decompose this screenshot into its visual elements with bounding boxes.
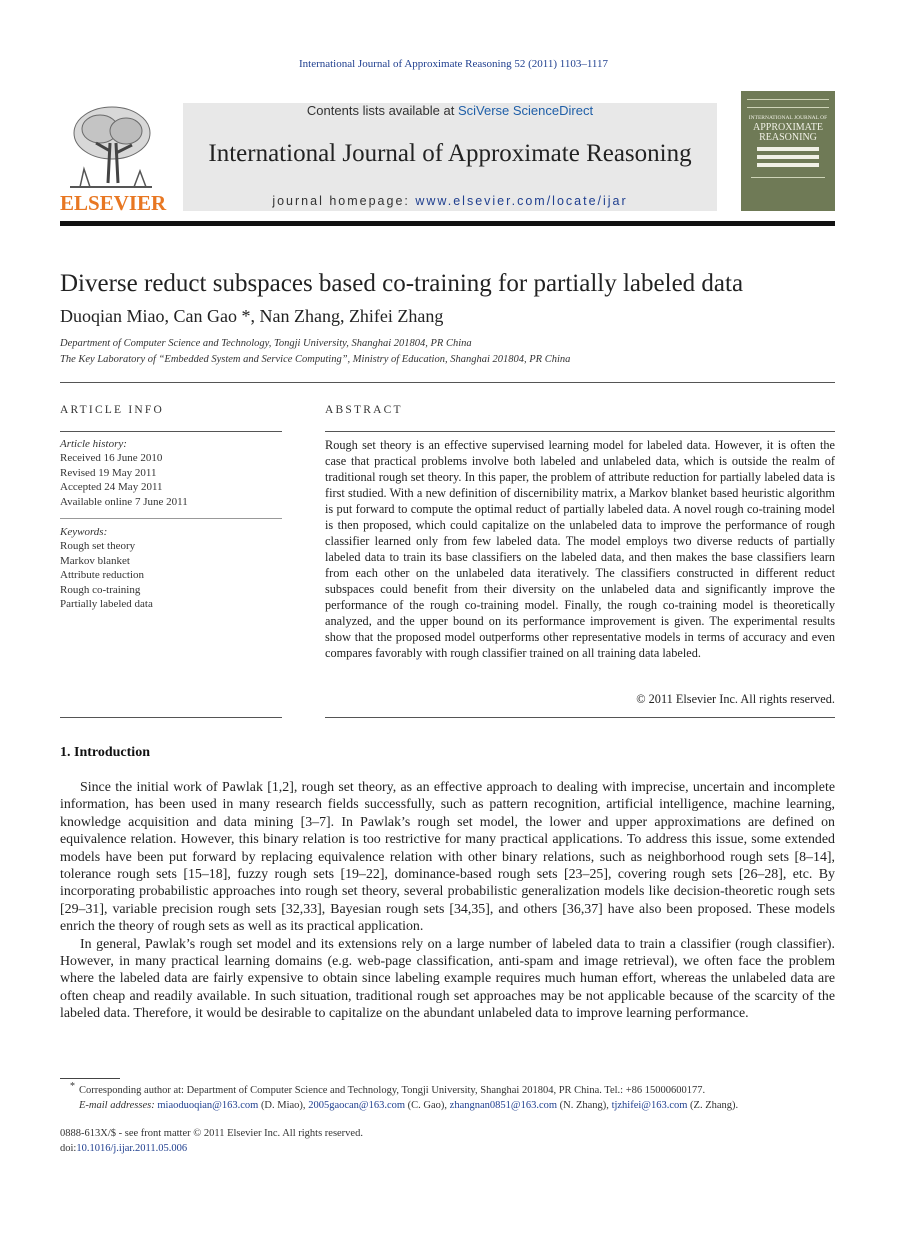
doi-label: doi: (60, 1143, 77, 1154)
email-label: E-mail addresses: (79, 1100, 155, 1111)
journal-homepage (183, 194, 717, 208)
cover-title-line-3: REASONING (759, 132, 817, 143)
email-addresses (79, 1100, 738, 1111)
doi-line (60, 1143, 187, 1154)
elsevier-wordmark: ELSEVIER (60, 191, 167, 215)
cover-title (745, 113, 831, 143)
abstract-text: Rough set theory is an effective supervised learning model for labeled data. However, it is often the case that practical problems involve both labeled and unlabeled data, which is outside the realm of traditional rough set theory. In this paper, the problem of attribute reduction for partially labeled data is first studied. With a new definition of discernibility matrix, a Markov blanket based heuristic algorithm is put forward to compute the optimal reduct of partially labeled data. A novel rough co-training model is then proposed, which could capitalize on the unlabeled data to improve the performance of rough classifier learned only from few labeled data. The model employs two diverse reducts of partially labeled data to train its base classifiers on the labeled data, and then makes the base classifiers learn from each other on the unlabeled data iteratively. The classifiers constructed in different reduct subspaces could benefit from their diversity on the unlabeled data and significantly improve the performance of the rough co-training model. Finally, the rough co-training model is theoretically analyzed, and the upper bound on its performance improvement is given. The experimental results show that the proposed model outperforms other representative models in terms of accuracy and even compares favorably with rough classifier trained on all training data labeled. (325, 438, 835, 660)
history-label: Article history: (60, 438, 127, 450)
contents-prefix: Contents lists available at (306, 103, 458, 118)
sciencedirect-link[interactable]: SciVerse ScienceDirect (457, 103, 594, 118)
cover-title-line-1: INTERNATIONAL JOURNAL OF (748, 115, 828, 121)
homepage-link[interactable]: www.elsevier.com/locate/ijar (415, 194, 628, 208)
cover-band-2 (757, 155, 819, 159)
keyword-item: Markov blanket (60, 554, 130, 567)
email-link[interactable]: tjzhifei@163.com (611, 1100, 688, 1111)
history-online: Available online 7 June 2011 (60, 495, 188, 508)
contents-line (183, 103, 717, 118)
email-owner: (Z. Zhang). (690, 1100, 739, 1111)
abstract-bottom-rule (325, 717, 835, 718)
doi-link[interactable]: 10.1016/j.ijar.2011.05.006 (76, 1143, 188, 1154)
corresponding-author-note (60, 1081, 706, 1096)
email-link[interactable]: miaoduoqian@163.com (157, 1100, 259, 1111)
section-heading-introduction: 1. Introduction (60, 745, 150, 760)
cover-band-1 (757, 147, 819, 151)
article-info-rule (60, 431, 282, 432)
info-bottom-rule (60, 717, 282, 718)
article-title: Diverse reduct subspaces based co-training for partially labeled data (60, 270, 744, 297)
article-history (60, 437, 188, 509)
journal-title: International Journal of Approximate Reasoning (208, 140, 692, 167)
cover-band-3 (757, 163, 819, 167)
keywords (60, 525, 153, 611)
email-owner: (D. Miao), (260, 1100, 306, 1111)
header-rule (60, 221, 835, 226)
keyword-item: Attribute reduction (60, 569, 145, 582)
email-owner: (C. Gao), (407, 1100, 448, 1111)
affiliation-2: The Key Laboratory of “Embedded System and Service Computing”, Ministry of Education, Shanghai 201804, PR China (60, 354, 571, 365)
email-link[interactable]: zhangnan0851@163.com (449, 1100, 558, 1111)
journal-cover-thumbnail[interactable] (741, 91, 835, 211)
introduction-body (60, 779, 835, 1023)
history-revised: Revised 19 May 2011 (60, 466, 157, 479)
abstract-heading: ABSTRACT (325, 404, 403, 416)
article-authors[interactable]: Duoqian Miao, Can Gao *, Nan Zhang, Zhifei Zhang (60, 306, 444, 326)
email-link[interactable]: 2005gaocan@163.com (308, 1100, 406, 1111)
paragraph: In general, Pawlak’s rough set model and its extensions rely on a large number of labeled data to train a classifier (rough classifier). However, in many practical learning domains (e.g. web-page classification, anti-spam and image retrieval), we often face the problem where the labeled data are fairly expensive to obtain since labeling example requires much human effort, whereas the unlabeled data are often cheap and readily available. In such situation, traditional rough set approaches may be not applicable because of the scarcity of the labeled data. Therefore, it would be desirable to capitalize on the abundant unlabeled data to improve learning performance. (60, 936, 835, 1022)
corresponding-author-text: Corresponding author at: Department of Computer Science and Technology, Tongji University, Shanghai 201804, PR China. Tel.: +86 15000600177. (79, 1085, 706, 1096)
title-rule (60, 382, 835, 383)
email-owner: (N. Zhang), (559, 1100, 609, 1111)
keywords-label: Keywords: (60, 526, 108, 538)
cover-title-line-2: APPROXIMATE (752, 122, 823, 133)
affiliation-1: Department of Computer Science and Technology, Tongji University, Shanghai 201804, PR China (60, 338, 472, 349)
homepage-prefix: journal homepage: (272, 194, 416, 208)
footnote-rule (60, 1078, 120, 1079)
issn-line: 0888-613X/$ - see front matter © 2011 Elsevier Inc. All rights reserved. (60, 1128, 363, 1139)
history-received: Received 16 June 2010 (60, 452, 163, 465)
keyword-item: Partially labeled data (60, 598, 153, 611)
keyword-item: Rough set theory (60, 540, 136, 553)
cover-lines (747, 99, 829, 108)
paragraph: Since the initial work of Pawlak [1,2], rough set theory, as an effective approach to dealing with imprecise, uncertain and incomplete information, has been used in many research fields successfully, such as pattern recognition, artificial intelligence, machine learning, knowledge acquisition and data mining [3–7]. In Pawlak’s rough set model, the lower and upper approximations are defined on equivalence relation. However, this binary relation is too restrictive for many practical applications. To address this issue, some extended models have been put forward by replacing equivalence relation with other binary relations, such as neighborhood rough sets [8–14], tolerance rough sets [15–18], fuzzy rough sets [19–22], dominance-based rough sets [23–25], covering rough sets [26–28], etc. By incorporating probabilistic approaches into rough set theory, several probabilistic generalization models like decision-theoretic rough sets [29–31], variable precision rough sets [32,33], Bayesian rough sets [34,35], and others [36,37] have also been proposed. These models enrich the theory of rough sets as well as its practical application. (60, 780, 835, 935)
footnote-marker: * (70, 1081, 75, 1092)
keyword-item: Rough co-training (60, 583, 141, 596)
abstract-copyright: © 2011 Elsevier Inc. All rights reserved. (636, 692, 835, 706)
abstract-rule (325, 431, 835, 432)
journal-citation[interactable]: International Journal of Approximate Reasoning 52 (2011) 1103–1117 (298, 58, 609, 70)
cover-rule (751, 177, 825, 178)
history-accepted: Accepted 24 May 2011 (60, 481, 163, 494)
article-info-heading: ARTICLE INFO (60, 404, 164, 416)
keywords-rule (60, 518, 282, 519)
